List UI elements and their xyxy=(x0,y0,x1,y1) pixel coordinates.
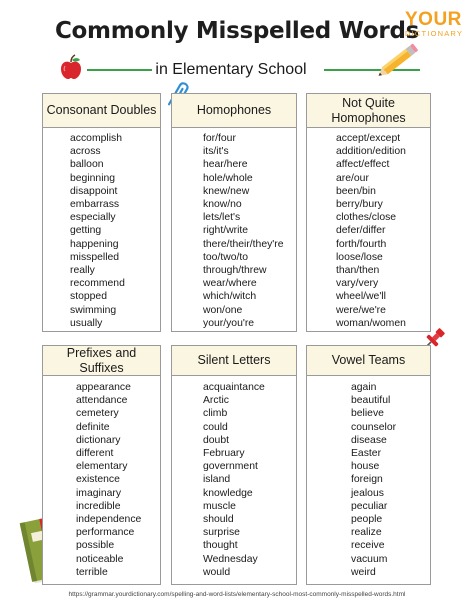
category-title: Vowel Teams xyxy=(307,346,430,376)
list-item: berry/bury xyxy=(336,199,383,211)
list-item: cemetery xyxy=(76,408,119,420)
category-title: Homophones xyxy=(172,94,296,128)
list-item: imaginary xyxy=(76,487,122,499)
list-item: believe xyxy=(351,408,384,420)
subtitle-banner xyxy=(42,58,420,82)
list-item: been/bin xyxy=(336,185,376,197)
word-list xyxy=(307,376,430,584)
list-item: recommend xyxy=(70,278,125,290)
list-item: getting xyxy=(70,225,102,237)
list-item: for/four xyxy=(203,133,236,144)
list-item: wheel/we'll xyxy=(336,291,386,303)
page-subtitle: in Elementary School xyxy=(155,61,307,78)
list-item: vary/very xyxy=(336,278,379,290)
word-list xyxy=(172,376,296,584)
list-item: attendance xyxy=(76,395,128,407)
list-item: happening xyxy=(70,238,119,250)
list-item: swimming xyxy=(70,304,117,316)
list-item: knowledge xyxy=(203,487,253,499)
list-item: surprise xyxy=(203,527,240,539)
list-item: accept/except xyxy=(336,133,401,144)
list-item: through/threw xyxy=(203,265,267,277)
word-list xyxy=(307,128,430,331)
brand-logo-line2: DICTIONARY xyxy=(405,29,464,38)
list-item: affect/effect xyxy=(336,159,390,171)
category-title: Prefixes and Suffixes xyxy=(43,346,160,376)
list-item: knew/new xyxy=(203,185,250,197)
list-item: disease xyxy=(351,434,387,446)
list-item: government xyxy=(203,461,258,473)
list-item: realize xyxy=(351,527,382,539)
brand-logo[interactable] xyxy=(405,10,465,42)
list-item: acquaintance xyxy=(203,382,265,393)
list-item: terrible xyxy=(76,566,108,578)
list-item: thought xyxy=(203,540,238,552)
category-title-text: Not Quite Homophones xyxy=(331,95,406,125)
list-item: balloon xyxy=(70,159,104,171)
page-title: Commonly Misspelled Words xyxy=(54,18,420,44)
category-title: Silent Letters xyxy=(172,346,296,376)
list-item: loose/lose xyxy=(336,251,383,263)
category-box-not-quite-homophones xyxy=(306,93,431,332)
category-title xyxy=(307,94,430,128)
list-item: elementary xyxy=(76,461,128,473)
category-box-vowel-teams xyxy=(306,345,431,585)
list-item: hole/whole xyxy=(203,172,253,184)
apple-icon xyxy=(60,54,82,80)
category-box-consonant-doubles xyxy=(42,93,161,332)
list-item: appearance xyxy=(76,382,131,393)
list-item: stopped xyxy=(70,291,107,303)
list-item: beginning xyxy=(70,172,116,184)
list-item: foreign xyxy=(351,474,383,486)
list-item: definite xyxy=(76,421,110,433)
word-list xyxy=(43,376,160,584)
list-item: peculiar xyxy=(351,500,388,512)
list-item: February xyxy=(203,448,245,460)
list-item: should xyxy=(203,514,234,526)
list-item: were/we're xyxy=(336,304,386,316)
source-url[interactable]: https://grammar.yourdictionary.com/spelling-and-word-lists/elementary-school-most-commonly-misspelled-words.html xyxy=(68,591,406,598)
list-item: which/witch xyxy=(203,291,257,303)
list-item: its/it's xyxy=(203,146,229,158)
list-item: climb xyxy=(203,408,228,420)
list-item: forth/fourth xyxy=(336,238,387,250)
pencil-icon xyxy=(372,40,422,84)
list-item: across xyxy=(70,146,101,158)
list-item: defer/differ xyxy=(336,225,386,237)
list-item: beautiful xyxy=(351,395,391,407)
list-item: weird xyxy=(351,566,376,578)
category-box-silent-letters xyxy=(171,345,297,585)
list-item: people xyxy=(351,514,383,526)
list-item: too/two/to xyxy=(203,251,249,263)
list-item: your/you're xyxy=(203,317,255,329)
list-item: accomplish xyxy=(70,133,122,144)
list-item: possible xyxy=(76,540,115,552)
brand-logo-line1: YOUR xyxy=(405,9,462,30)
list-item: noticeable xyxy=(76,553,124,565)
list-item: Easter xyxy=(351,448,382,460)
list-item: house xyxy=(351,461,380,473)
list-item: independence xyxy=(76,514,142,526)
list-item: performance xyxy=(76,527,135,539)
list-item: existence xyxy=(76,474,120,486)
category-box-prefixes-suffixes xyxy=(42,345,161,585)
list-item: really xyxy=(70,265,95,277)
word-list xyxy=(172,128,296,331)
list-item: especially xyxy=(70,212,116,224)
list-item: different xyxy=(76,448,114,460)
list-item: right/write xyxy=(203,225,249,237)
list-item: jealous xyxy=(351,487,384,499)
list-item: island xyxy=(203,474,231,486)
category-box-homophones xyxy=(171,93,297,332)
list-item: usually xyxy=(70,317,103,329)
list-item: could xyxy=(203,421,228,433)
category-title: Consonant Doubles xyxy=(43,94,160,128)
list-item: receive xyxy=(351,540,385,552)
list-item: know/no xyxy=(203,199,242,211)
list-item: than/then xyxy=(336,265,380,277)
word-list xyxy=(43,128,160,331)
list-item: lets/let's xyxy=(203,212,241,224)
list-item: there/their/they're xyxy=(203,238,284,250)
list-item: incredible xyxy=(76,500,121,512)
list-item: again xyxy=(351,382,377,393)
list-item: Arctic xyxy=(203,395,229,407)
list-item: vacuum xyxy=(351,553,388,565)
list-item: are/our xyxy=(336,172,369,184)
list-item: addition/edition xyxy=(336,146,406,158)
list-item: disappoint xyxy=(70,185,118,197)
list-item: embarrass xyxy=(70,199,120,211)
list-item: muscle xyxy=(203,500,236,512)
list-item: wear/where xyxy=(203,278,257,290)
list-item: would xyxy=(203,566,231,578)
list-item: dictionary xyxy=(76,434,121,446)
list-item: misspelled xyxy=(70,251,120,263)
list-item: counselor xyxy=(351,421,397,433)
list-item: Wednesday xyxy=(203,553,258,565)
list-item: hear/here xyxy=(203,159,248,171)
list-item: won/one xyxy=(203,304,243,316)
list-item: clothes/close xyxy=(336,212,397,224)
list-item: doubt xyxy=(203,434,230,446)
list-item: woman/women xyxy=(336,317,406,329)
